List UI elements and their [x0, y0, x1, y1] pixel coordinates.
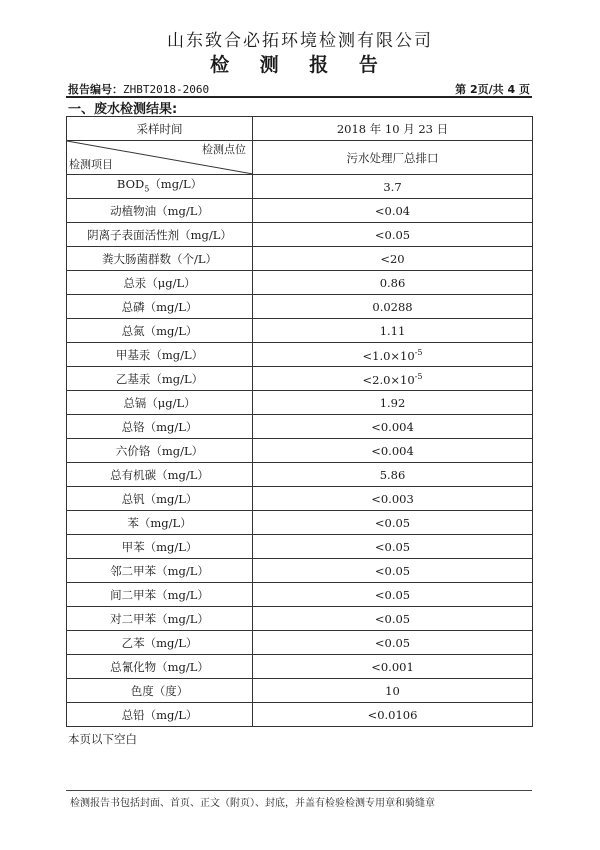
footer-divider — [66, 790, 532, 791]
item-value — [253, 655, 533, 679]
item-name — [67, 223, 253, 247]
item-name-text: 总有机碳（mg/L） — [110, 467, 209, 482]
item-value — [253, 295, 533, 319]
blank-note: 本页以下空白 — [68, 732, 137, 746]
table-row — [67, 487, 533, 511]
item-value-text: 0.86 — [379, 275, 406, 290]
item-value — [253, 535, 533, 559]
item-value-text: <1.0×10 — [362, 348, 415, 363]
table-row — [67, 655, 533, 679]
item-value — [253, 415, 533, 439]
table-row — [67, 463, 533, 487]
table-row — [67, 271, 533, 295]
company-name: 山东致合必拓环境检测有限公司 — [167, 31, 433, 51]
report-number — [68, 81, 209, 97]
table-row — [67, 703, 533, 727]
item-name-text: 六价铬（mg/L） — [115, 443, 204, 458]
item-name — [67, 487, 253, 511]
table-row — [67, 679, 533, 703]
table-row — [67, 319, 533, 343]
item-value-text: 0.0288 — [372, 299, 413, 314]
item-value-exponent: -5 — [414, 372, 423, 382]
results-table-body — [67, 117, 533, 727]
item-value-text: <0.05 — [374, 539, 411, 554]
item-name — [67, 319, 253, 343]
item-name — [67, 631, 253, 655]
table-row — [67, 295, 533, 319]
item-value — [253, 199, 533, 223]
item-name — [67, 391, 253, 415]
item-name-text: 总氮（mg/L） — [121, 323, 198, 338]
item-value — [253, 511, 533, 535]
item-value — [253, 463, 533, 487]
table-row — [67, 343, 533, 367]
item-value-text: <0.05 — [374, 563, 411, 578]
item-value-text: <0.05 — [374, 515, 411, 530]
item-value — [253, 319, 533, 343]
table-row — [67, 199, 533, 223]
item-name — [67, 511, 253, 535]
item-value-text: 1.92 — [379, 395, 406, 410]
item-name — [67, 247, 253, 271]
item-value-text: <0.001 — [371, 659, 414, 674]
item-value — [253, 631, 533, 655]
item-name — [67, 295, 253, 319]
item-label: 检测项目 — [69, 158, 113, 171]
item-name-text: 总磷（mg/L） — [121, 299, 198, 314]
item-value-text: 10 — [385, 683, 400, 698]
item-value — [253, 703, 533, 727]
results-table — [66, 116, 533, 727]
item-name — [67, 175, 253, 199]
item-name-text: 总铬（mg/L） — [121, 419, 198, 434]
table-row — [67, 439, 533, 463]
report-title: 检 测 报 告 — [210, 54, 390, 76]
item-name-text: 总汞（μg/L） — [123, 275, 196, 290]
item-name — [67, 439, 253, 463]
item-name-text: 色度（度） — [130, 683, 189, 698]
table-row — [67, 415, 533, 439]
item-name-text: 间二甲苯（mg/L） — [110, 587, 209, 602]
report-number-value: ZHBT2018-2060 — [123, 83, 210, 96]
table-row — [67, 391, 533, 415]
item-value — [253, 439, 533, 463]
item-name — [67, 343, 253, 367]
header-row — [67, 141, 533, 175]
table-row — [67, 559, 533, 583]
item-name-text: 阴离子表面活性剂（mg/L） — [87, 227, 232, 242]
item-value-text: <0.05 — [374, 635, 411, 650]
item-name — [67, 703, 253, 727]
item-name-text: 动植物油（mg/L） — [110, 203, 209, 218]
item-name — [67, 199, 253, 223]
section-title: 一、废水检测结果: — [68, 102, 178, 117]
diagonal-header-cell — [67, 141, 253, 175]
item-name-text: 对二甲苯（mg/L） — [110, 611, 209, 626]
item-name-text: 总镉（μg/L） — [123, 395, 196, 410]
item-value-text: <2.0×10 — [362, 372, 415, 387]
item-value-text: <0.04 — [374, 203, 411, 218]
item-value-exponent: -5 — [414, 348, 423, 358]
item-value — [253, 367, 533, 391]
item-value — [253, 679, 533, 703]
item-value — [253, 247, 533, 271]
item-name — [67, 415, 253, 439]
item-name-subscript: 5 — [144, 184, 150, 194]
item-name — [67, 607, 253, 631]
item-value — [253, 175, 533, 199]
item-name-text: 总钒（mg/L） — [121, 491, 198, 506]
sampling-time-label: 采样时间 — [67, 117, 253, 141]
item-name-text: 苯（mg/L） — [127, 515, 192, 530]
item-name-text: 乙苯（mg/L） — [121, 635, 198, 650]
item-name-text: 总氰化物（mg/L） — [110, 659, 209, 674]
table-row — [67, 175, 533, 199]
item-value-text: <0.003 — [371, 491, 414, 506]
item-name-text: 甲苯（mg/L） — [121, 539, 198, 554]
item-value-text: <0.004 — [371, 419, 414, 434]
item-value — [253, 343, 533, 367]
table-row — [67, 247, 533, 271]
table-row — [67, 511, 533, 535]
item-name — [67, 271, 253, 295]
item-value — [253, 607, 533, 631]
item-name — [67, 535, 253, 559]
item-value-text: <0.05 — [374, 227, 411, 242]
item-value — [253, 271, 533, 295]
item-name — [67, 559, 253, 583]
item-value-text: <0.004 — [371, 443, 414, 458]
table-row — [67, 535, 533, 559]
item-name — [67, 583, 253, 607]
item-value-text: 1.11 — [379, 323, 406, 338]
item-value — [253, 583, 533, 607]
item-name — [67, 463, 253, 487]
item-value — [253, 559, 533, 583]
sampling-time-value: 2018 年 10 月 23 日 — [253, 117, 533, 141]
table-row — [67, 223, 533, 247]
item-value-text: 3.7 — [383, 179, 402, 194]
item-name-text: BOD — [116, 176, 145, 191]
item-value — [253, 487, 533, 511]
item-value-text: <0.05 — [374, 587, 411, 602]
page-info: 第 2页/共 4 页 — [455, 83, 530, 96]
item-name-text: 总铅（mg/L） — [121, 707, 198, 722]
table-row — [67, 607, 533, 631]
item-name — [67, 367, 253, 391]
item-name-text: 邻二甲苯（mg/L） — [110, 563, 209, 578]
table-row — [67, 583, 533, 607]
item-name-unit: （mg/L） — [149, 176, 203, 191]
point-label: 检测点位 — [202, 143, 246, 156]
item-name-text: 粪大肠菌群数（个/L） — [101, 251, 217, 266]
item-value — [253, 391, 533, 415]
item-name-text: 乙基汞（mg/L） — [115, 371, 204, 386]
item-value-text: 5.86 — [379, 467, 406, 482]
item-name — [67, 679, 253, 703]
sampling-time-row — [67, 117, 533, 141]
item-value-text: <0.0106 — [367, 707, 418, 722]
footer-note: 检测报告书包括封面、首页、正文（附页）、封底，并盖有检验检测专用章和骑缝章 — [70, 798, 435, 809]
table-row — [67, 367, 533, 391]
item-value-text: <0.05 — [374, 611, 411, 626]
report-number-label: 报告编号： — [68, 83, 123, 96]
item-value — [253, 223, 533, 247]
item-name-text: 甲基汞（mg/L） — [115, 347, 204, 362]
table-row — [67, 631, 533, 655]
item-name — [67, 655, 253, 679]
point-value: 污水处理厂总排口 — [253, 141, 533, 175]
item-value-text: <20 — [380, 251, 405, 266]
